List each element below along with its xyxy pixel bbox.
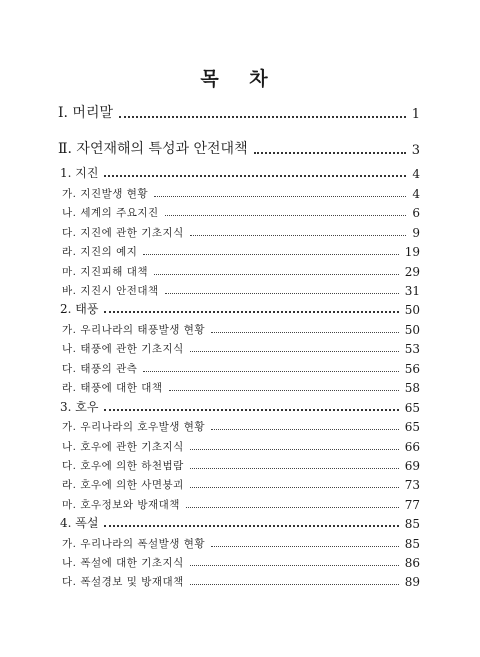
page-title: 목 차 bbox=[200, 68, 280, 90]
dot-leader bbox=[254, 152, 406, 154]
toc-entry-label: 마. 호우정보와 방재대책 bbox=[62, 499, 180, 511]
toc-entry bbox=[0, 299, 480, 317]
toc-entry-page-number: 65 bbox=[404, 401, 420, 415]
dot-leader bbox=[119, 116, 406, 118]
toc-entry-page-number: 77 bbox=[404, 498, 420, 512]
toc-entry-label: 1. 지진 bbox=[60, 166, 99, 180]
toc-entry bbox=[0, 416, 480, 434]
dot-leader bbox=[190, 235, 407, 236]
toc-entry bbox=[0, 474, 480, 492]
toc-entry-page-number: 3 bbox=[411, 143, 420, 158]
toc-entry-label: 다. 호우에 의한 하천범람 bbox=[62, 460, 184, 472]
toc-entry bbox=[0, 513, 480, 531]
toc-entry bbox=[0, 455, 480, 473]
dot-leader bbox=[211, 546, 399, 547]
toc-entry-label: 바. 지진시 안전대책 bbox=[62, 285, 159, 297]
toc-entry-page-number: 31 bbox=[404, 284, 420, 298]
toc-entry bbox=[0, 338, 480, 356]
toc-entry-page-number: 89 bbox=[404, 575, 420, 589]
toc-entry-page-number: 4 bbox=[412, 187, 420, 201]
toc-entry-label: Ⅰ. 머리말 bbox=[58, 105, 114, 121]
toc-entry-page-number: 1 bbox=[411, 107, 420, 122]
toc-entry-label: Ⅱ. 자연재해의 특성과 안전대책 bbox=[58, 141, 248, 157]
toc-entry-label: 가. 우리나라의 폭설발생 현황 bbox=[62, 538, 206, 550]
toc-entry bbox=[0, 261, 480, 279]
toc-entry-page-number: 9 bbox=[412, 226, 420, 240]
toc-entry bbox=[0, 436, 480, 454]
dot-leader bbox=[211, 332, 399, 333]
toc-entry-label: 가. 지진발생 현황 bbox=[62, 188, 149, 200]
toc-entry-label: 라. 태풍에 대한 대책 bbox=[62, 382, 163, 394]
toc-entry-label: 나. 폭설에 대한 기초지식 bbox=[62, 557, 184, 569]
toc-entry-label: 가. 우리나라의 호우발생 현황 bbox=[62, 421, 206, 433]
dot-leader bbox=[104, 311, 398, 313]
toc-entry bbox=[0, 202, 480, 220]
dot-leader bbox=[190, 584, 399, 585]
toc-entry bbox=[0, 140, 480, 158]
dot-leader bbox=[190, 351, 399, 352]
toc-entry-page-number: 69 bbox=[404, 459, 420, 473]
toc-entry-page-number: 53 bbox=[404, 342, 420, 356]
toc-entry-page-number: 65 bbox=[404, 420, 420, 434]
toc-entry-page-number: 50 bbox=[404, 323, 420, 337]
toc-entry-label: 나. 호우에 관한 기초지식 bbox=[62, 441, 184, 453]
toc-entry bbox=[0, 358, 480, 376]
toc-entry bbox=[0, 377, 480, 395]
toc-entry-label: 4. 폭설 bbox=[60, 516, 99, 530]
toc-entry bbox=[0, 319, 480, 337]
toc-entry bbox=[0, 163, 480, 181]
toc-entry-page-number: 85 bbox=[404, 537, 420, 551]
dot-leader bbox=[211, 429, 399, 430]
toc-entry-label: 2. 태풍 bbox=[60, 302, 99, 316]
toc-entry-page-number: 86 bbox=[404, 556, 420, 570]
toc-entry bbox=[0, 104, 480, 122]
dot-leader bbox=[104, 525, 398, 527]
toc-entry-label: 가. 우리나라의 태풍발생 현황 bbox=[62, 324, 206, 336]
toc-entry-page-number: 6 bbox=[412, 206, 420, 220]
dot-leader bbox=[186, 507, 399, 508]
toc-entry-page-number: 50 bbox=[404, 303, 420, 317]
toc-entry-page-number: 73 bbox=[404, 478, 420, 492]
dot-leader bbox=[143, 371, 398, 372]
dot-leader bbox=[154, 274, 399, 275]
toc-entry bbox=[0, 222, 480, 240]
dot-leader bbox=[165, 293, 399, 294]
toc-entry bbox=[0, 280, 480, 298]
toc-entry bbox=[0, 533, 480, 551]
toc-entry-label: 마. 지진피해 대책 bbox=[62, 266, 149, 278]
toc-entry bbox=[0, 494, 480, 512]
dot-leader bbox=[165, 215, 407, 216]
dot-leader bbox=[190, 487, 399, 488]
toc-entry-label: 다. 태풍의 관측 bbox=[62, 363, 138, 375]
toc-entry bbox=[0, 552, 480, 570]
dot-leader bbox=[104, 175, 406, 177]
toc-entry-page-number: 4 bbox=[412, 167, 420, 181]
toc-entry-label: 라. 지진의 예지 bbox=[62, 246, 138, 258]
toc-entry-label: 다. 폭설경보 및 방재대책 bbox=[62, 576, 184, 588]
toc-entry-label: 나. 태풍에 관한 기초지식 bbox=[62, 343, 184, 355]
dot-leader bbox=[104, 409, 398, 411]
toc-entry bbox=[0, 183, 480, 201]
toc-entry bbox=[0, 241, 480, 259]
dot-leader bbox=[154, 196, 406, 197]
toc-entry-label: 나. 세계의 주요지진 bbox=[62, 207, 159, 219]
toc-entry-page-number: 85 bbox=[404, 517, 420, 531]
toc-entry-page-number: 58 bbox=[404, 381, 420, 395]
dot-leader bbox=[143, 254, 398, 255]
toc-entry bbox=[0, 397, 480, 415]
dot-leader bbox=[190, 565, 399, 566]
toc-entry-page-number: 29 bbox=[404, 265, 420, 279]
toc-entry-label: 3. 호우 bbox=[60, 400, 99, 414]
toc-entry bbox=[0, 571, 480, 589]
toc-entry-label: 다. 지진에 관한 기초지식 bbox=[62, 227, 184, 239]
toc-entry-page-number: 66 bbox=[404, 440, 420, 454]
toc-entry-page-number: 19 bbox=[404, 245, 420, 259]
toc-entry-label: 라. 호우에 의한 사면붕괴 bbox=[62, 479, 184, 491]
dot-leader bbox=[190, 468, 399, 469]
toc-entry-page-number: 56 bbox=[404, 362, 420, 376]
dot-leader bbox=[190, 449, 399, 450]
dot-leader bbox=[169, 390, 399, 391]
